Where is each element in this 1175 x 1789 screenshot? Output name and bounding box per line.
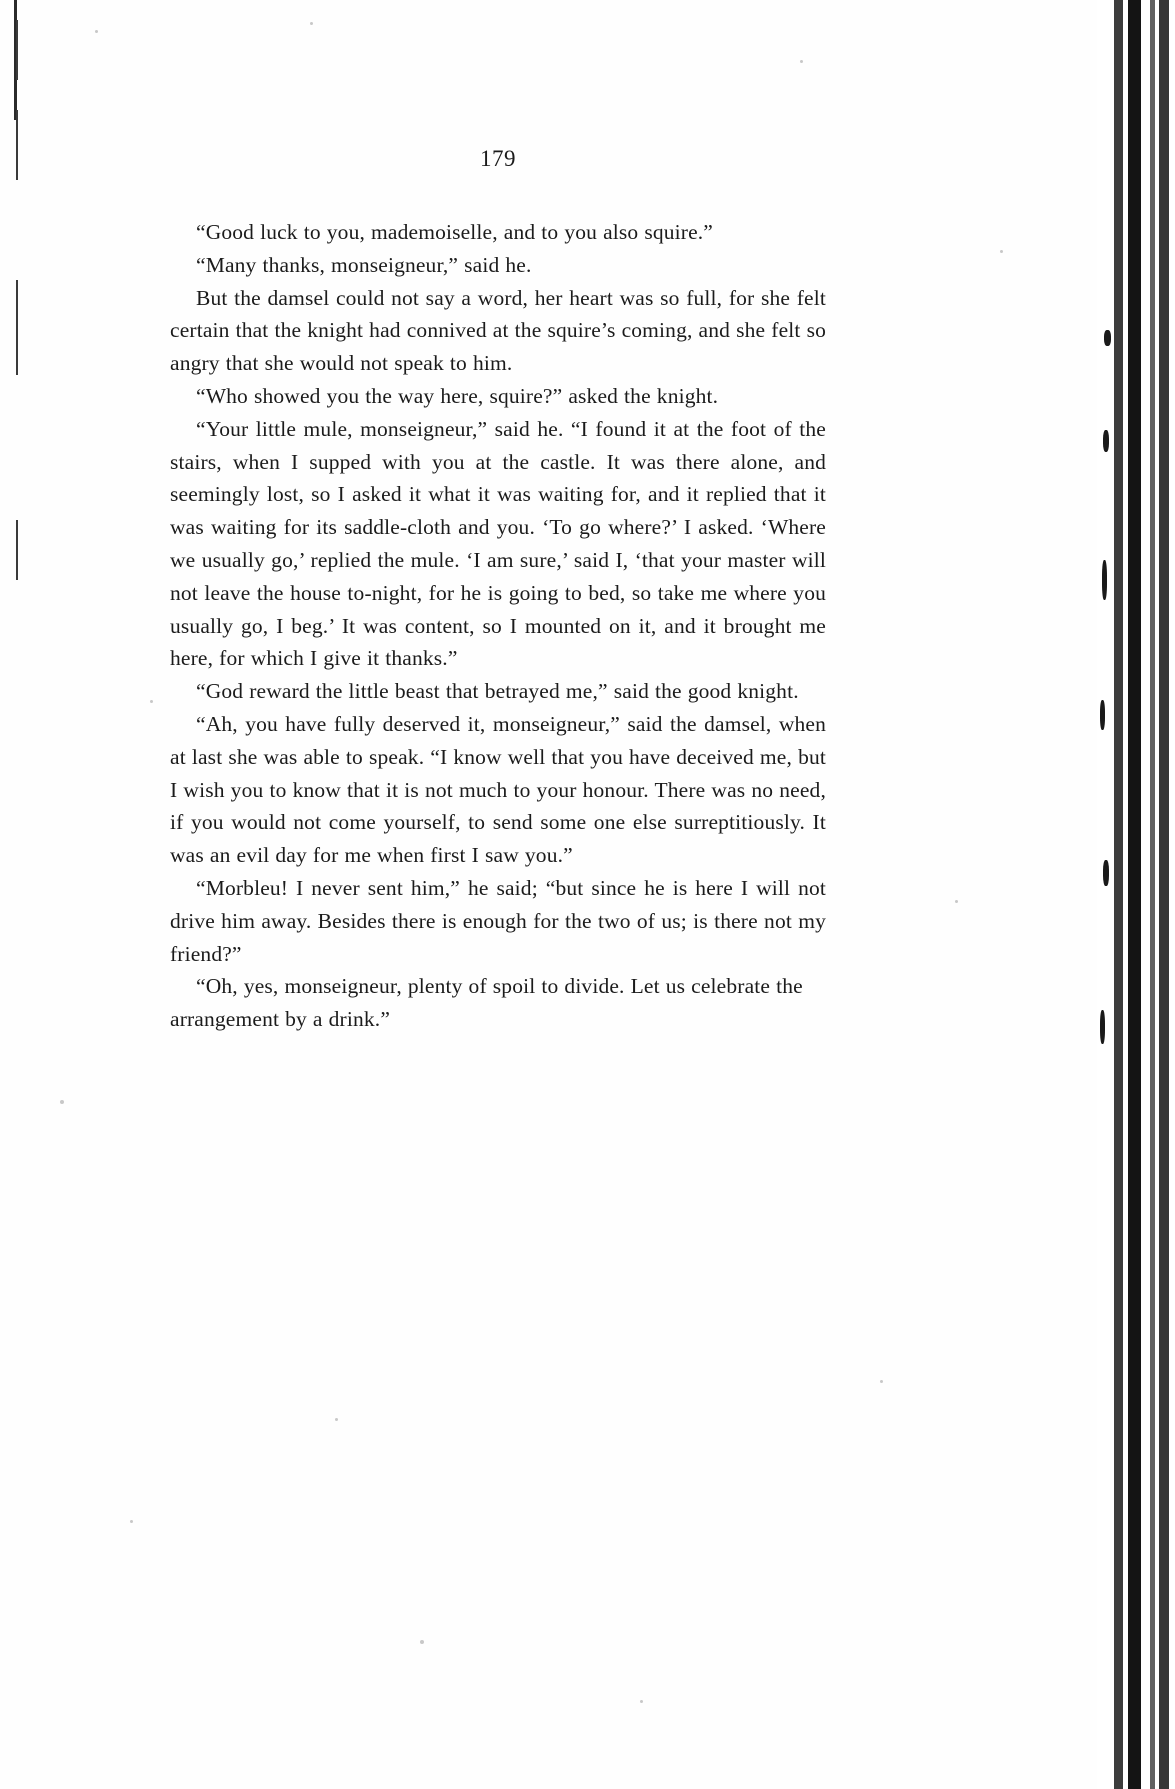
paragraph: “Who showed you the way here, squire?” asked the knight.: [196, 383, 719, 408]
paper-speck: [310, 22, 313, 25]
gutter-band-4: [1159, 0, 1169, 1789]
gutter-speck-1: [1104, 330, 1111, 346]
gutter-speck-6: [1100, 1010, 1105, 1044]
paper-speck: [955, 900, 958, 903]
paper-speck: [335, 1418, 338, 1421]
paragraph: “Ah, you have fully deserved it, monseigneur,” said the damsel, when at last she was able to speak. “I know well that you have deceived me, but I wish you to know that it is not much to your honour. There was no need, if you would not come yourself, to send some one else surreptitiously. It was an evil day for me when first I saw you.”: [170, 711, 826, 868]
binding-edge-dash-3: [16, 280, 18, 375]
paragraph: “God reward the little beast that betrayed me,” said the good knight.: [196, 679, 799, 704]
gutter-band-1: [1114, 0, 1123, 1789]
paragraph: “Good luck to you, mademoiselle, and to you also squire.”: [196, 220, 713, 244]
paper-speck: [640, 1700, 643, 1703]
paper-speck: [880, 1380, 883, 1383]
gutter-speck-3: [1102, 560, 1107, 600]
gutter-speck-2: [1103, 430, 1109, 452]
gutter-band-2: [1128, 0, 1141, 1789]
binding-edge-dash-1: [16, 20, 18, 80]
paragraph: “Your little mule, monseigneur,” said he. “I found it at the foot of the stairs, when I supped with you at the castle. It was there alone, and seemingly lost, so I asked it what it was waiting for, and it replied that it was waiting for its saddle-cloth and you. ‘To go where?’ I asked. ‘Where we usually go,’ replied the mule. ‘I am sure,’ said I, ‘that your master will not leave the house to-night, for he is going to bed, so take me where you usually go, I beg.’ It was content, so I mounted on it, and it brought me here, for which I give it thanks.”: [170, 416, 826, 671]
gutter-band-3: [1150, 0, 1155, 1789]
page-gutter: [1097, 0, 1175, 1789]
paragraph: “Many thanks, monseigneur,” said he.: [196, 252, 532, 277]
paper-speck: [150, 700, 153, 703]
gutter-speck-5: [1103, 860, 1109, 886]
binding-edge-dash-2: [16, 110, 18, 180]
gutter-speck-4: [1100, 700, 1105, 730]
paper-speck: [130, 1520, 133, 1523]
paper-speck: [95, 30, 98, 33]
paper-speck: [1000, 250, 1003, 253]
page-number: 179: [480, 146, 516, 171]
paragraph: But the damsel could not say a word, her heart was so full, for she felt certain that the knight had connived at the squire’s coming, and she felt so angry that she would not speak to him.: [170, 285, 826, 376]
paper-speck: [800, 60, 803, 63]
paragraph: “Oh, yes, monseigneur, plenty of spoil to divide. Let us celebrate the arrangement by a drink.”: [170, 974, 803, 1032]
paragraph: “Morbleu! I never sent him,” he said; “but since he is here I will not drive him away. Besides there is enough for the two of us; is there not my friend?”: [170, 875, 826, 966]
paper-speck: [420, 1640, 424, 1644]
paper-speck: [60, 1100, 64, 1104]
page-text-block: [170, 146, 826, 1036]
binding-edge-dash-4: [16, 520, 18, 580]
